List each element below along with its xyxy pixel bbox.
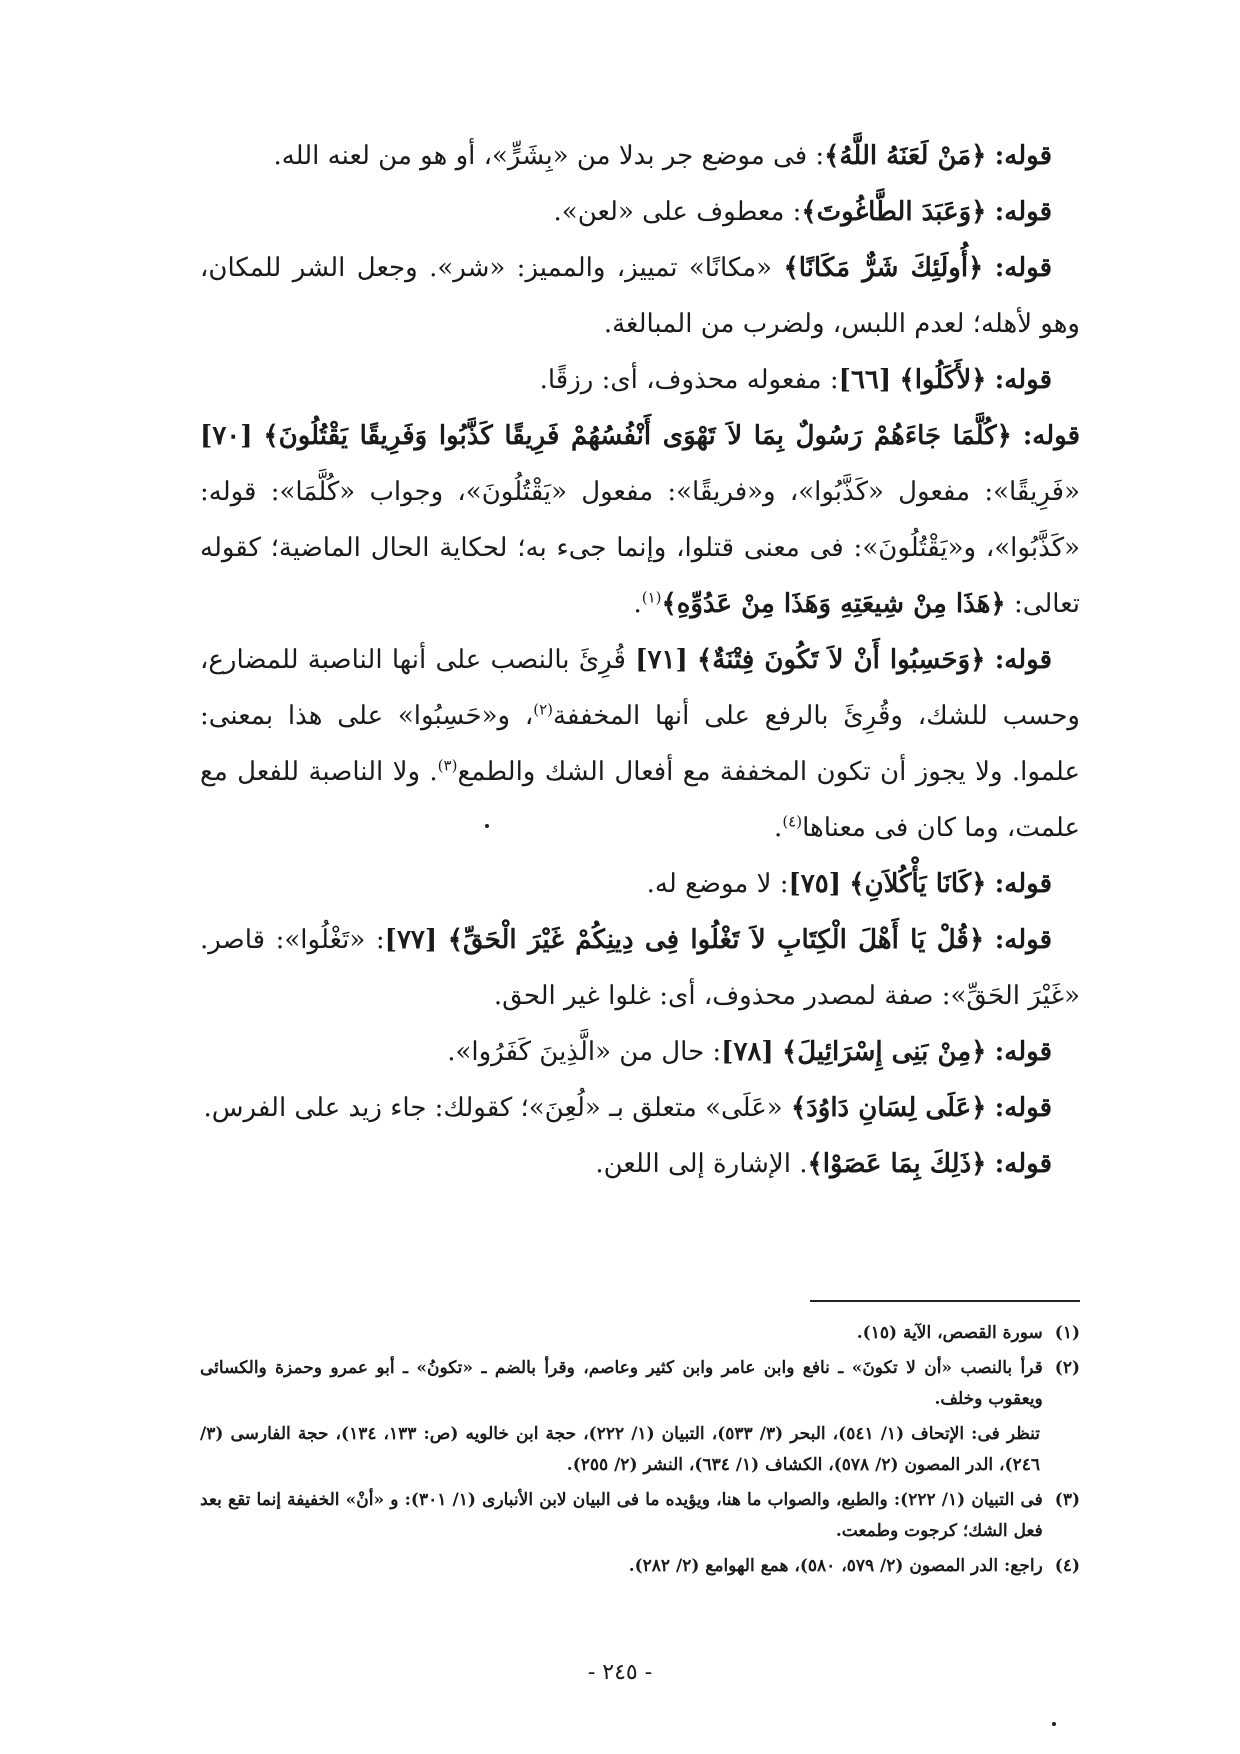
entry-label: قوله: xyxy=(994,1093,1052,1123)
quran-verse: ﴿كُلَّمَا جَاءَهُمْ رَسُولٌ بِمَا لاَ تَهْوَى أَنْفُسُهُمْ فَرِيقًا كَذَّبُوا وَفَرِيقًا يَقْتُلُونَ﴾ xyxy=(263,421,1012,451)
quran-verse: ﴿عَلَى لِسَانِ دَاوُدَ﴾ xyxy=(790,1093,987,1123)
main-text xyxy=(200,128,1080,1192)
quran-verse: ﴿مِنْ بَنِى إِسْرَائِيلَ﴾ xyxy=(782,1037,987,1067)
quran-verse: ﴿وَعَبَدَ الطَّاغُوتَ﴾ xyxy=(801,197,987,227)
entry-text: : لا موضع له. xyxy=(646,869,789,899)
speck-mark xyxy=(1052,1722,1056,1726)
footnote-text: قرأ بالنصب «أن لا تكونَ» ـ نافع وابن عامر وابن كثير وعاصم، وقرأ بالضم ـ «تكونُ» ـ أبو عمرو وحمزة والكسائى ويعقوب وخلف. xyxy=(200,1358,1043,1409)
entry-text-3: . ولا الناصبة للفعل مع علمت، وما كان فى معناها xyxy=(200,757,1080,843)
entry-label: قوله: xyxy=(994,869,1052,899)
entry-label: قوله: xyxy=(1022,421,1081,451)
entry-label: قوله: xyxy=(994,1037,1052,1067)
entry-1 xyxy=(200,128,1080,184)
verse-number: [٧٥] xyxy=(788,869,842,899)
footnote-text: فى التبيان (١/ ٢٢٢): والطبع، والصواب ما هنا، ويؤيده ما فى البيان لابن الأنبارى (١/ ٣٠١): و «أنْ» الخفيفة إنما تقع بعد فعل الشك؛ كرجوت وطمعت. xyxy=(200,1490,1043,1541)
page-number: - ٢٤٥ - xyxy=(587,1660,653,1685)
entry-label: قوله: xyxy=(994,1149,1052,1179)
quran-verse: ﴿وَحَسِبُوا أَنْ لاَ تَكُونَ فِتْنَةٌ﴾ xyxy=(697,645,986,675)
entry-text: «مكانًا» تمييز، والمميز: «شر». وجعل الشر للمكان، وهو لأهله؛ لعدم اللبس، ولضرب من المبالغة. xyxy=(200,253,1080,339)
entry-text: : معطوف على «لعن». xyxy=(553,197,802,227)
speck-mark xyxy=(485,824,489,828)
footnote-4 xyxy=(200,1551,1080,1582)
entry-text: «عَلَى» متعلق بـ «لُعِنَ»؛ كقولك: جاء زيد على الفرس. xyxy=(203,1093,783,1123)
entry-text-2: ، و«حَسِبُوا» على هذا بمعنى: علموا. ولا يجوز أن تكون المخففة مع أفعال الشك والطمع xyxy=(200,701,1080,787)
footnote-2 xyxy=(200,1353,1080,1415)
footnote-ref: (٢) xyxy=(533,700,554,719)
footnote-separator xyxy=(810,1300,1080,1302)
quran-verse: ﴿مَنْ لَعَنَهُ اللَّهُ﴾ xyxy=(824,141,987,171)
entry-text: : مفعوله محذوف، أى: رزقًا. xyxy=(539,365,839,395)
footnote-number: (١) xyxy=(1054,1323,1080,1343)
footnote-number: (٤) xyxy=(1054,1556,1080,1576)
verse-number: [٧١] xyxy=(635,645,688,675)
entry-text: قُرِئَ بالنصب على أنها الناصبة للمضارع، وحسب للشك، وقُرِئَ بالرفع على أنها المخففة xyxy=(200,645,1080,731)
entry-7 xyxy=(200,856,1080,912)
footnote-3 xyxy=(200,1485,1080,1547)
verse-number: [٧٧] xyxy=(384,925,438,955)
verse-number: [٦٦] xyxy=(838,365,892,395)
entry-text-end: . xyxy=(774,813,783,843)
entry-label: قوله: xyxy=(994,253,1053,283)
entry-2 xyxy=(200,184,1080,240)
footnote-1 xyxy=(200,1318,1080,1349)
entry-text-end: . xyxy=(633,589,642,619)
footnote-text: سورة القصص، الآية (١٥). xyxy=(856,1323,1043,1343)
footnote-number: (٣) xyxy=(1054,1490,1080,1510)
quran-verse: ﴿أُولَئِكَ شَرٌّ مَكَانًا﴾ xyxy=(783,253,984,283)
entry-5 xyxy=(200,408,1080,632)
footnote-2-sources: تنظر فى: الإتحاف (١/ ٥٤١)، البحر (٣/ ٥٣٣)، التبيان (١/ ٢٢٢)، حجة ابن خالويه (ص: ١٣٣، ١٣٤)، حجة الفارسى (٣/ ٢٤٦)، الدر المصون (٢/ ٥٧٨)، الكشاف (١/ ٦٣٤)، النشر (٢/ ٢٥٥). xyxy=(200,1424,1041,1475)
quran-verse: ﴿لأَكَلُوا﴾ xyxy=(899,365,987,395)
footnote-ref: (١) xyxy=(641,588,662,607)
quran-verse: ﴿قُلْ يَا أَهْلَ الْكِتَابِ لاَ تَغْلُوا فِى دِينِكُمْ غَيْرَ الْحَقِّ﴾ xyxy=(447,925,985,955)
entry-11 xyxy=(200,1136,1080,1192)
verse-number: [٧٠] xyxy=(200,421,253,451)
entry-label: قوله: xyxy=(994,197,1052,227)
entry-label: قوله: xyxy=(994,141,1052,171)
entry-label: قوله: xyxy=(994,645,1053,675)
footnote-ref: (٣) xyxy=(437,756,458,775)
entry-3 xyxy=(200,240,1080,352)
entry-text: : حال من «الَّذِينَ كَفَرُوا». xyxy=(447,1037,722,1067)
quran-verse: ﴿كَانَا يَأْكُلاَنِ﴾ xyxy=(849,869,987,899)
entry-4 xyxy=(200,352,1080,408)
entry-10 xyxy=(200,1080,1080,1136)
quran-verse-cited: ﴿هَذَا مِنْ شِيعَتِهِ وَهَذَا مِنْ عَدُوِّهِ﴾ xyxy=(661,589,1006,619)
footnote-text: راجع: الدر المصون (٢/ ٥٧٩، ٥٨٠)، همع الهوامع (٢/ ٢٨٢). xyxy=(628,1556,1043,1576)
entry-text: : فى موضع جر بدلا من «بِشَرٍّ»، أو هو من لعنه الله. xyxy=(273,141,825,171)
quran-verse: ﴿ذَلِكَ بِمَا عَصَوْا﴾ xyxy=(807,1149,987,1179)
entry-text: . الإشارة إلى اللعن. xyxy=(595,1149,808,1179)
entry-label: قوله: xyxy=(994,365,1052,395)
footnotes xyxy=(200,1318,1080,1586)
entry-9 xyxy=(200,1024,1080,1080)
footnote-number: (٢) xyxy=(1054,1358,1080,1378)
footnote-ref: (٤) xyxy=(782,812,803,831)
entry-label: قوله: xyxy=(994,925,1053,955)
entry-6 xyxy=(200,632,1080,856)
verse-number: [٧٨] xyxy=(721,1037,774,1067)
entry-text: «فَرِيقًا»: مفعول «كَذَّبُوا»، و«فريقًا»: مفعول «يَقْتُلُونَ»، وجواب «كُلَّمَا»: قوله: «كَذَّبُوا»، و«يَقْتُلُونَ»: فى معنى قتلوا، وإنما جىء به؛ لحكاية الحال الماضية؛ كقوله تعالى: xyxy=(200,477,1081,619)
entry-text: : «تَغْلُوا»: قاصر. «غَيْرَ الحَقِّ»: صفة لمصدر محذوف، أى: غلوا غير الحق. xyxy=(200,925,1080,1011)
entry-8 xyxy=(200,912,1080,1024)
